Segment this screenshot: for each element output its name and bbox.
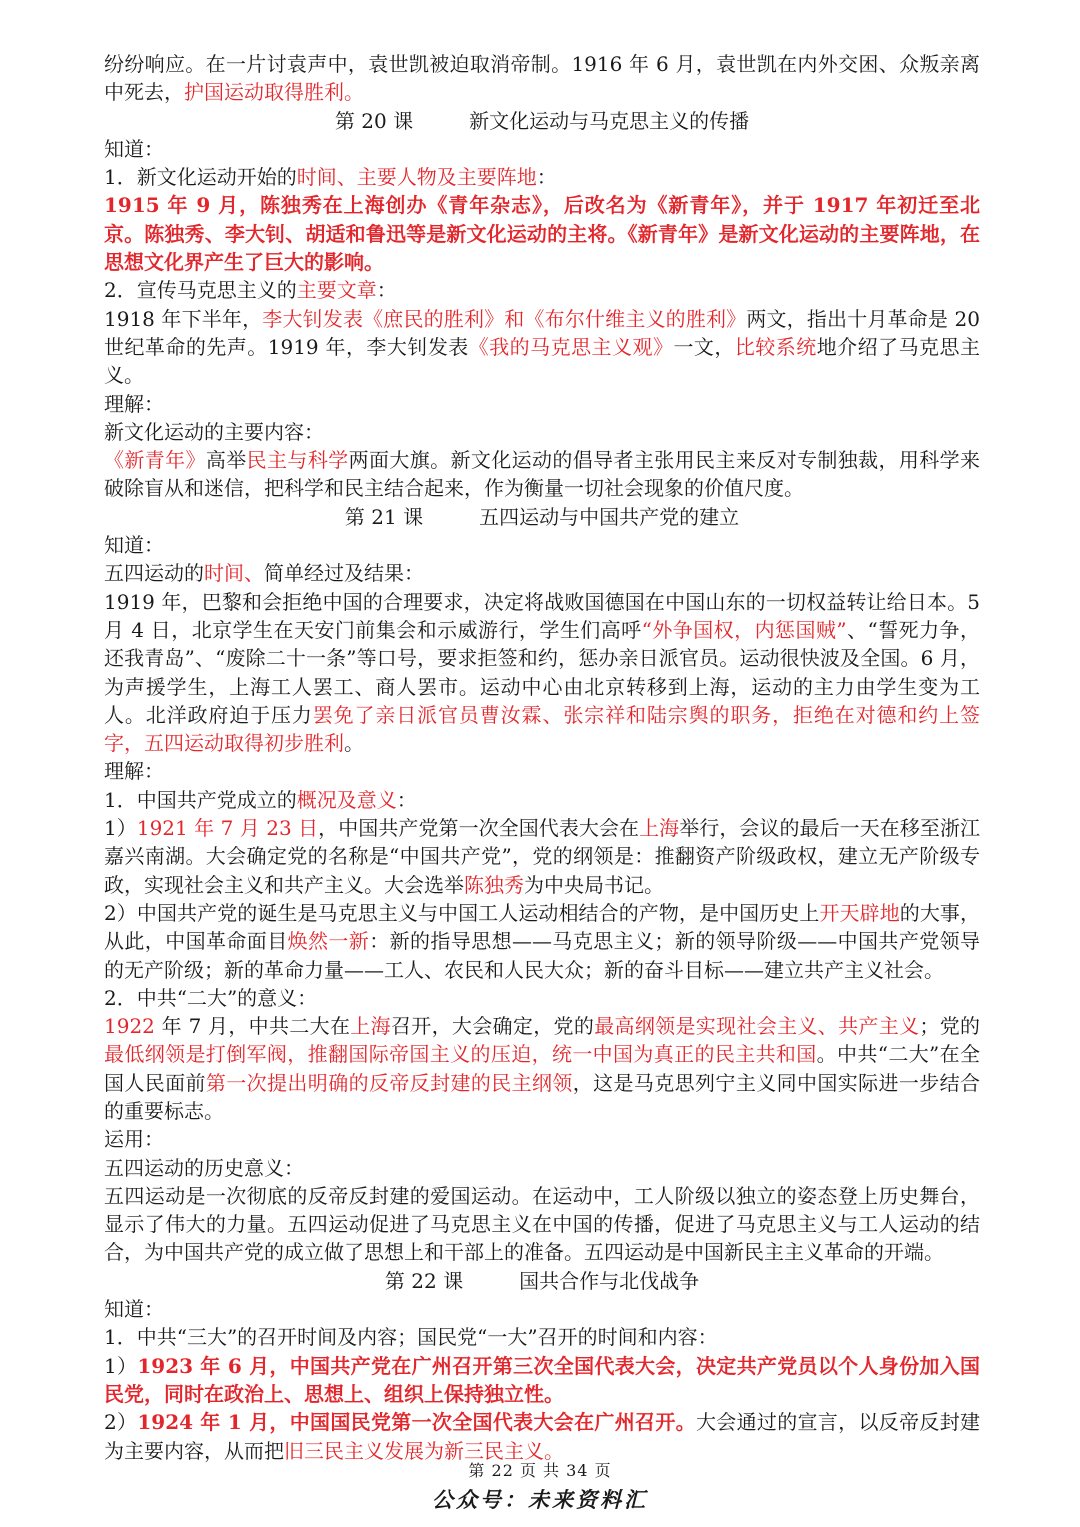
text-segment: 。 (344, 731, 364, 756)
highlight-segment: 开天辟地 (819, 900, 900, 925)
text-segment: 1） (104, 1353, 138, 1378)
text-segment: 五四运动的历史意义： (104, 1155, 304, 1180)
text-segment: 2．宣传马克思主义的 (104, 278, 297, 303)
question-line (104, 1323, 980, 1351)
lesson-number: 第 20 课 (334, 108, 414, 133)
question-line (104, 1154, 980, 1182)
text-segment: ： (376, 278, 397, 303)
text-segment: 。中共“二大”在全国人民面前 (104, 1042, 980, 1095)
text-segment: 召开，大会确定，党的 (390, 1014, 595, 1039)
text-segment: 知道： (104, 136, 164, 161)
text-segment: 举行，会议的最后一天在移至浙江嘉兴南湖。大会确定党的名称是“中国共产党”，党的纲领是：推翻资产阶级政权，建立无产阶级专政，实现社会主义和共产主义。大会选举 (104, 816, 981, 897)
answer-paragraph (104, 1182, 980, 1267)
highlight-segment: “外争国权，内惩国贼” (641, 617, 847, 642)
text-segment: 理解： (104, 759, 164, 784)
highlight-segment: 李大钊发表《庶民的胜利》和《布尔什维主义的胜利》 (262, 306, 747, 331)
lesson-title: 五四运动与中国共产党的建立 (479, 504, 740, 529)
text-segment: 五四运动的 (104, 561, 204, 586)
answer-paragraph (104, 814, 980, 899)
highlight-segment: 旧三民主义发展为新三民主义。 (284, 1438, 564, 1463)
text-segment: ，这是马克思列宁主义同中国实际进一步结合的重要标志。 (104, 1070, 981, 1123)
question-line (104, 984, 980, 1012)
text-segment: 高举 (205, 448, 247, 473)
highlight-segment: 第一次提出明确的反帝反封建的民主纲领 (205, 1070, 573, 1095)
highlight-segment: 焕然一新 (287, 929, 370, 954)
highlight-segment: 1924 年 1 月，中国国民党第一次全国代表大会在广州召开。 (137, 1410, 696, 1435)
highlight-segment: 时间、 (204, 561, 264, 586)
text-segment: ： (396, 787, 417, 812)
text-segment: 纷纷响应。在一片讨袁声中，袁世凯被迫取消帝制。1916 年 6 月，袁世凯在内外交困、众叛亲离中死去， (104, 52, 980, 105)
highlight-segment: 《我的马克思主义观》 (468, 334, 674, 359)
highlight-segment: 最低纲领是打倒军阀，推翻国际帝国主义的压迫，统一中国为真正的民主共和国 (104, 1042, 817, 1067)
section-label-understand (104, 390, 980, 418)
section-label-understand (104, 757, 980, 785)
highlight-segment: 时间、主要人物及主要阵地 (296, 165, 537, 190)
question-line (104, 163, 980, 191)
text-segment: 1．中国共产党成立的 (104, 787, 297, 812)
answer-paragraph (104, 588, 980, 758)
highlight-segment: 护国运动取得胜利。 (184, 80, 364, 105)
answer-paragraph (104, 191, 980, 276)
lesson-21-heading (104, 503, 980, 531)
answer-paragraph (104, 1352, 980, 1409)
question-line (104, 276, 980, 304)
lesson-title: 新文化运动与马克思主义的传播 (469, 108, 750, 133)
text-segment: ；党的 (919, 1014, 981, 1039)
text-segment: 两面大旗。新文化运动的倡导者主张用民主来反对专制独裁，用科学来破除盲从和迷信，把科学和民主结合起来，作为衡量一切社会现象的价值尺度。 (104, 448, 981, 501)
highlight-segment: 上海 (350, 1014, 391, 1039)
text-segment: 知道： (104, 1297, 164, 1322)
section-label-apply (104, 1125, 980, 1153)
text-segment: 的大事，从此，中国革命面目 (104, 900, 981, 954)
highlight-segment: 上海 (639, 816, 680, 841)
highlight-segment: 主要文章 (296, 278, 377, 303)
lesson-number: 第 22 课 (384, 1268, 464, 1293)
text-segment: 两文，指出十月革命是 20 世纪革命的先声。1919 年，李大钊发表 (104, 306, 981, 359)
answer-paragraph (104, 1408, 980, 1465)
text-segment: 1．中共“三大”的召开时间及内容；国民党“一大”召开的时间和内容： (104, 1325, 718, 1350)
lesson-20-heading (104, 107, 980, 135)
text-segment: 为中央局书记。 (524, 872, 664, 897)
text-segment: ： (536, 165, 557, 190)
text-segment: 1918 年下半年， (104, 306, 263, 331)
text-segment: 1） (104, 816, 137, 841)
lesson-title: 国共合作与北伐战争 (519, 1268, 700, 1293)
answer-paragraph (104, 446, 980, 503)
text-segment: 地介绍了马克思主义。 (104, 334, 980, 388)
text-segment: 新文化运动的主要内容： (104, 419, 324, 444)
text-segment: 大会通过的宣言，以反帝反封建为主要内容，从而把 (104, 1410, 981, 1463)
text-segment: 、“誓死力争，还我青岛”、“废除二十一条”等口号，要求拒签和约，惩办亲日派官员。运动很快波及全国。6 月，为声援学生，上海工人罢工、商人罢市。运动中心由北京转移到上海，运动的主力由学生变为工人。北洋政府迫于压力 (104, 617, 980, 727)
highlight-segment: 罢免了亲日派官员曹汝霖、张宗祥和陆宗舆的职务，拒绝在对德和约上签字，五四运动取得初步胜利 (104, 702, 981, 756)
answer-paragraph (104, 899, 980, 984)
highlight-segment: 1922 (104, 1014, 155, 1039)
highlight-segment: 陈独秀 (464, 872, 524, 897)
lesson-number: 第 21 课 (344, 504, 424, 529)
lesson-22-heading (104, 1267, 980, 1295)
section-label-know (104, 531, 980, 559)
wechat-watermark: 公众号：未来资料汇 (432, 1487, 648, 1512)
text-segment: 2．中共“二大”的意义： (104, 985, 318, 1010)
section-label-know (104, 135, 980, 163)
text-segment: 2） (104, 1410, 138, 1435)
text-segment: 年 7 月，中共二大在 (154, 1014, 351, 1039)
highlight-segment: 比较系统 (734, 334, 817, 359)
highlight-segment: 1921 年 7 月 23 日 (136, 816, 319, 841)
section-label-know (104, 1295, 980, 1323)
question-line (104, 559, 980, 587)
text-segment: 1919 年，巴黎和会拒绝中国的合理要求，决定将战败国德国在中国山东的一切权益转让给日本。5 月 4 日，北京学生在天安门前集会和示威游行，学生们高呼 (104, 589, 980, 642)
text-segment: 2）中国共产党的诞生是马克思主义与中国工人运动相结合的产物，是中国历史上 (104, 900, 820, 925)
text-segment: ：新的指导思想——马克思主义；新的领导阶级——中国共产党领导的无产阶级；新的革命力量——工人、农民和人民大众；新的奋斗目标——建立共产主义社会。 (104, 929, 981, 982)
text-segment: 运用： (104, 1127, 164, 1152)
text-segment: ，中国共产党第一次全国代表大会在 (318, 816, 640, 841)
highlight-segment: 民主与科学 (246, 448, 349, 473)
text-segment: 一文， (673, 334, 735, 359)
text-segment: 知道： (104, 533, 164, 558)
page-number: 第 22 页 共 34 页 (468, 1461, 612, 1480)
highlight-segment: 1923 年 6 月，中国共产党在广州召开第三次全国代表大会，决定共产党员以个人身份加入国民党，同时在政治上、思想上、组织上保持独立性。 (104, 1353, 981, 1406)
text-segment: 简单经过及结果： (264, 561, 424, 586)
text-segment: 五四运动是一次彻底的反帝反封建的爱国运动。在运动中，工人阶级以独立的姿态登上历史舞台，显示了伟大的力量。五四运动促进了马克思主义在中国的传播，促进了马克思主义与工人运动的结合，为中国共产党的成立做了思想上和干部上的准备。五四运动是中国新民主主义革命的开端。 (104, 1183, 980, 1265)
text-segment: 1．新文化运动开始的 (104, 165, 297, 190)
highlight-segment: 1915 年 9 月，陈独秀在上海创办《青年杂志》，后改名为《新青年》，并于 1917 年初迁至北京。陈独秀、李大钊、胡适和鲁迅等是新文化运动的主将。《新青年》是新文化运动的主要阵地，在思想文化界产生了巨大的影响。 (104, 193, 980, 275)
answer-paragraph (104, 1012, 980, 1125)
document-body (104, 50, 980, 1465)
highlight-segment: 概况及意义 (296, 787, 397, 812)
highlight-segment: 最高纲领是实现社会主义、共产主义 (594, 1014, 920, 1039)
question-line (104, 786, 980, 814)
highlight-segment: 《新青年》 (104, 448, 206, 473)
text-segment: 理解： (104, 391, 164, 416)
answer-paragraph (104, 305, 980, 390)
question-line (104, 418, 980, 446)
paragraph-huguo-end (104, 50, 980, 107)
